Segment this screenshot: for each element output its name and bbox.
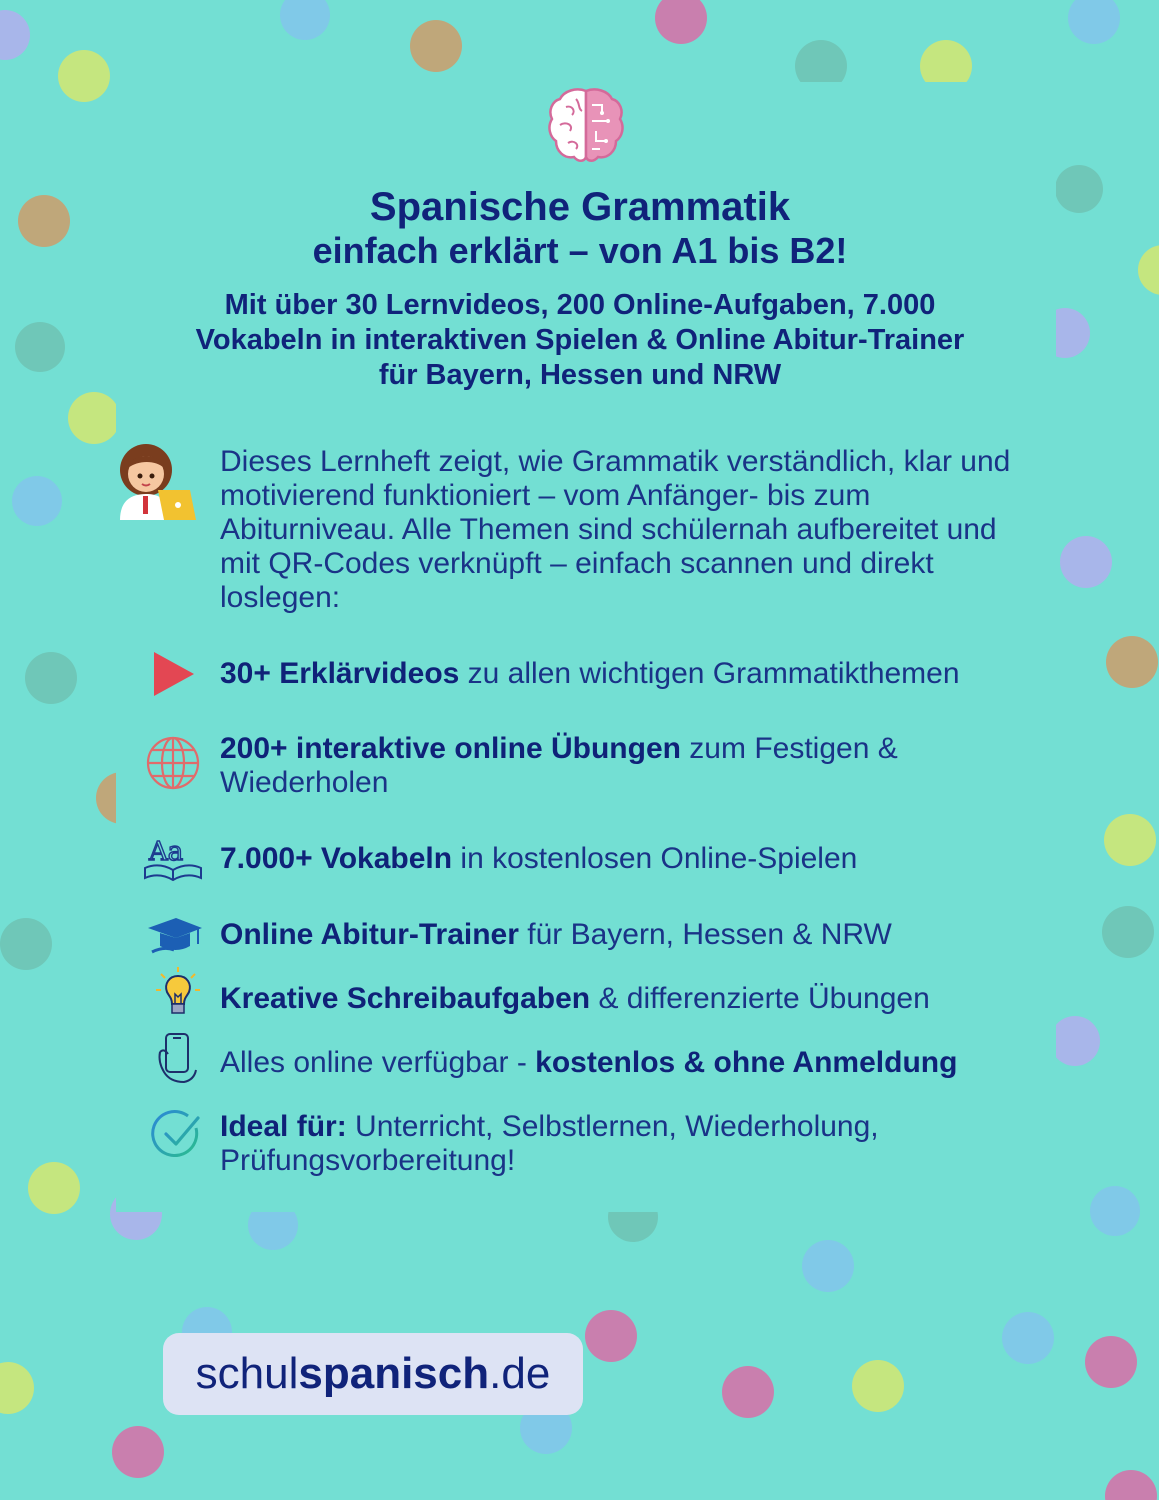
decor-dot [1060,536,1112,588]
play-icon [150,648,198,700]
decor-dot [1105,1470,1157,1500]
decor-dot [410,20,462,72]
feature-videos [220,657,1070,691]
graduation-cap-icon [146,914,204,960]
decor-dot [1138,245,1159,295]
feature-bold: 7.000+ Vokabeln [220,842,453,875]
decor-dot [1055,165,1103,213]
website-badge[interactable] [163,1333,583,1415]
brand-prefix: schul [195,1349,299,1398]
page-title-line2: einfach erklärt – von A1 bis B2! [312,230,848,271]
decor-dot [25,652,77,704]
svg-text:Aa: Aa [149,837,184,867]
intro-paragraph: Dieses Lernheft zeigt, wie Grammatik verständlich, klar und motivierend funktioniert – vom Anfänger- bis zum Abiturniveau. Alle Themen sind schülernah aufbereitet und mit QR-Codes verknüpft – einfach scannen und direkt loslegen: [220,445,1011,614]
decor-dot [1106,636,1158,688]
feature-ideal-for [220,1110,1020,1178]
feature-bold: kostenlos & ohne Anmeldung [535,1046,958,1079]
decor-dot [1102,906,1154,958]
decor-dot [802,1240,854,1292]
decor-dot [1104,814,1156,866]
feature-writing [220,982,1070,1016]
decor-dot [112,1426,164,1478]
student-with-laptop-icon [112,440,202,522]
feature-text: & differenzierte Übungen [590,982,930,1015]
vocabulary-book-icon [143,832,203,884]
brand-bold: spanisch [298,1349,490,1398]
feature-online [220,1046,1070,1080]
feature-bold: Online Abitur-Trainer [220,918,519,951]
decor-dot [722,1366,774,1418]
feature-bold: Ideal für: [220,1110,347,1143]
decor-dot [18,195,70,247]
brain-icon [546,85,626,165]
decor-dot [12,476,62,526]
decor-dot [1090,1186,1140,1236]
globe-icon [145,735,201,791]
feature-text: Unterricht, Selbstlernen, Wiederholung, Prüfungsvorbereitung! [220,1110,879,1177]
feature-text: in kostenlosen Online-Spielen [452,842,858,875]
decor-dot [28,1162,80,1214]
decor-dot [852,1360,904,1412]
decor-dot [58,50,110,102]
decor-dot [0,1362,34,1414]
feature-text: zu allen wichtigen Grammatikthemen [459,657,960,690]
decor-dot [280,0,330,40]
decor-dot [1068,0,1120,44]
decor-dot [15,322,65,372]
decor-dot [655,0,707,44]
decor-dot [0,918,52,970]
decor-dot [0,10,30,60]
decor-dot [1085,1336,1137,1388]
smartphone-icon [156,1032,200,1084]
feature-vocabulary [220,842,1070,876]
decor-dot [1002,1312,1054,1364]
feature-abitur-trainer [220,918,1070,952]
lightbulb-icon [156,966,200,1020]
brand-domain: .de [489,1349,551,1398]
decor-dot [585,1310,637,1362]
feature-exercises [220,732,1020,800]
feature-bold: Kreative Schreibaufgaben [220,982,591,1015]
page-title: Spanische Grammatik [369,185,791,229]
feature-bold: 200+ interaktive online Übungen [220,732,681,765]
decor-dot [68,392,120,444]
page-subtitle: Mit über 30 Lernvideos, 200 Online-Aufgaben, 7.000 Vokabeln in interaktiven Spielen & Online Abitur-Trainer für Bayern, Hessen und NRW [195,289,965,391]
feature-text: Alles online verfügbar - [220,1046,536,1079]
checkmark-icon [150,1108,204,1162]
feature-bold: 30+ Erklärvideos [220,657,460,690]
feature-text: zum Festigen & Wiederholen [220,732,898,799]
feature-text: für Bayern, Hessen & NRW [518,918,892,951]
